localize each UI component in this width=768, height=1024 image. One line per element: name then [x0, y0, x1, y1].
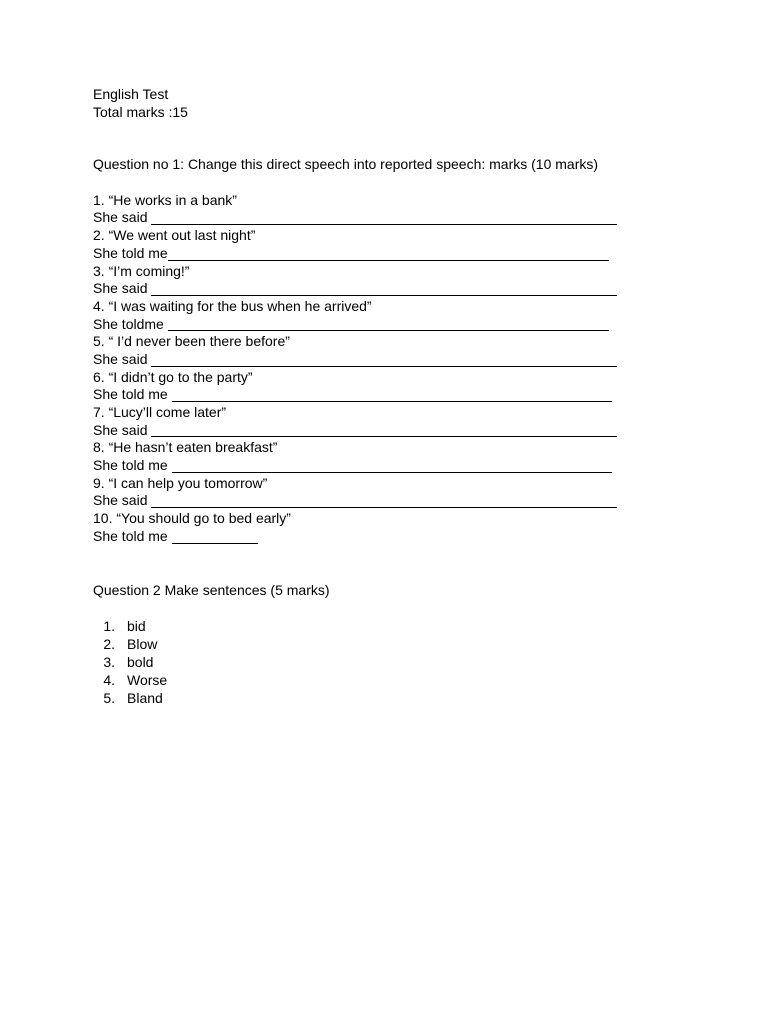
list-item-word: bold — [127, 654, 154, 671]
q1-item-3-prompt: 3. “I’m coming!” — [93, 262, 190, 279]
q1-item-1-answer — [93, 209, 693, 227]
list-item — [93, 653, 693, 671]
q1-item-7-prompt: 7. “Lucy’ll come later” — [93, 404, 227, 420]
list-item-word: Bland — [127, 690, 163, 707]
q1-item-2-prompt: 2. “We went out last night” — [93, 227, 256, 244]
answer-blank-1[interactable] — [151, 210, 617, 225]
question2-heading: Question 2 Make sentences (5 marks) — [93, 581, 330, 598]
list-item-number: 5. — [103, 690, 115, 707]
list-item-word: bid — [127, 618, 146, 635]
list-item-number: 1. — [103, 618, 115, 635]
answer-prefix: She told me — [93, 527, 172, 544]
answer-prefix: She told me — [93, 457, 172, 474]
question1-heading: Question no 1: Change this direct speech into reported speech: marks (10 marks) — [93, 156, 599, 173]
test-page — [93, 86, 693, 707]
q1-item-10-answer — [93, 528, 693, 546]
answer-blank-8[interactable] — [172, 458, 612, 473]
q1-item-1-prompt: 1. “He works in a bank” — [93, 191, 237, 208]
list-item-number: 4. — [103, 672, 115, 689]
list-item — [93, 689, 693, 707]
q1-item-8-prompt: 8. “He hasn’t eaten breakfast” — [93, 439, 278, 456]
answer-prefix: She said — [93, 421, 152, 438]
list-item — [93, 635, 693, 653]
list-item — [93, 617, 693, 635]
answer-blank-7[interactable] — [151, 422, 617, 437]
answer-prefix: She toldme — [93, 315, 168, 332]
test-title: English Test — [93, 86, 169, 102]
q1-item-9-answer — [93, 492, 693, 510]
answer-blank-9[interactable] — [151, 493, 617, 508]
q1-item-5-prompt: 5. “ I’d never been there before” — [93, 333, 290, 350]
q1-item-3-answer — [93, 280, 693, 298]
q1-item-5-answer — [93, 351, 693, 369]
answer-blank-10[interactable] — [172, 529, 258, 544]
q1-item-9-prompt: 9. “I can help you tomorrow” — [93, 474, 268, 491]
answer-prefix: She said — [93, 350, 152, 367]
q1-item-10-prompt: 10. “You should go to bed early” — [93, 510, 291, 527]
q1-item-7-answer — [93, 422, 693, 440]
answer-prefix: She said — [93, 492, 152, 509]
q1-item-8-answer — [93, 457, 693, 475]
answer-blank-4[interactable] — [168, 316, 609, 331]
answer-blank-5[interactable] — [151, 352, 617, 367]
answer-blank-3[interactable] — [151, 281, 617, 296]
q1-item-6-answer — [93, 386, 693, 404]
q1-item-2-answer — [93, 245, 693, 263]
answer-blank-2[interactable] — [168, 246, 609, 261]
q1-item-4-answer — [93, 316, 693, 334]
q1-item-4-prompt: 4. “I was waiting for the bus when he arrived” — [93, 297, 372, 314]
q1-item-6-prompt: 6. “I didn’t go to the party” — [93, 368, 253, 385]
answer-prefix: She told me — [93, 386, 172, 403]
list-item-word: Blow — [127, 636, 158, 653]
word-list — [93, 617, 693, 707]
list-item — [93, 671, 693, 689]
answer-prefix: She said — [93, 209, 152, 226]
answer-blank-6[interactable] — [172, 387, 612, 402]
answer-prefix: She said — [93, 280, 152, 297]
list-item-number: 2. — [103, 636, 115, 653]
list-item-word: Worse — [127, 672, 168, 689]
answer-prefix: She told me — [93, 244, 168, 261]
total-marks: Total marks :15 — [93, 103, 188, 120]
list-item-number: 3. — [103, 654, 115, 671]
